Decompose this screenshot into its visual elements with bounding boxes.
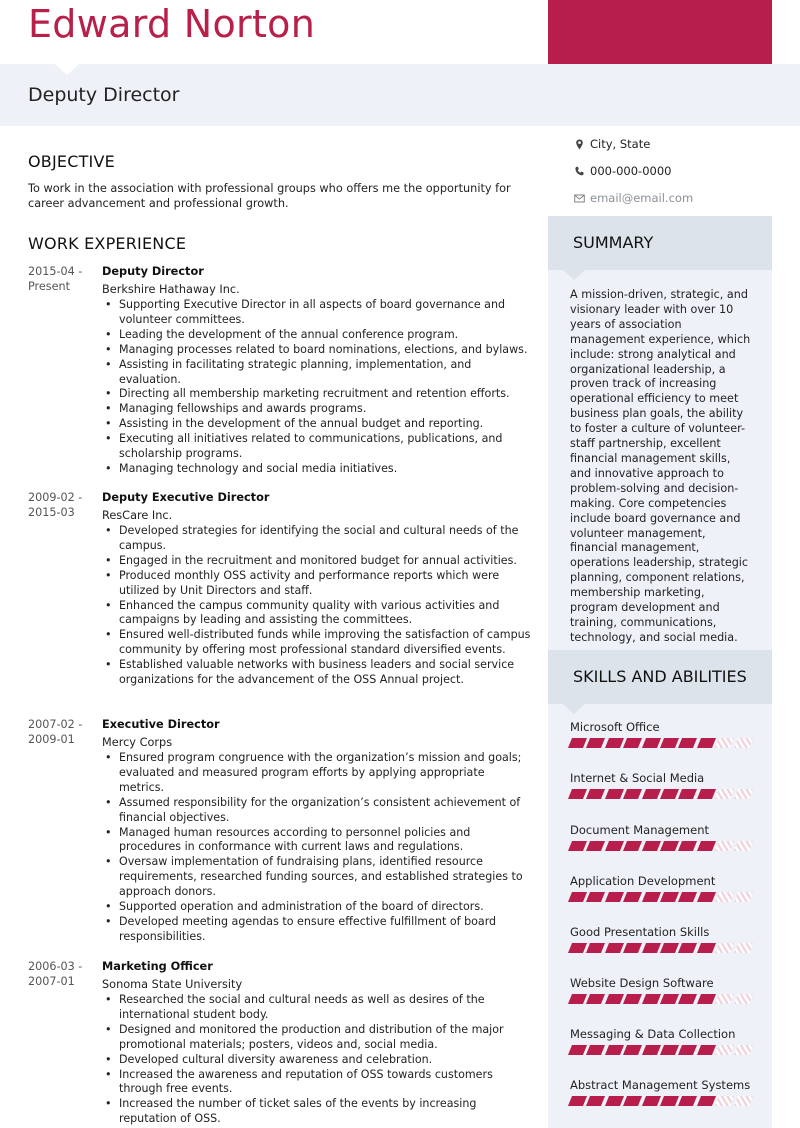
skill-segment-filled (623, 994, 642, 1004)
skills-heading: SKILLS AND ABILITIES (573, 667, 747, 686)
skill-item (570, 823, 754, 851)
skill-segment-filled (586, 1045, 605, 1055)
job-bullet: • Oversaw implementation of fundraising plans, identified resource requirements, researched funding sources, and established strategies to approach donors. (102, 855, 532, 900)
skill-name: Good Presentation Skills (570, 925, 710, 939)
job-details (102, 264, 532, 477)
skill-item (570, 925, 754, 953)
skill-rating-bar (570, 1045, 754, 1055)
skill-segment-filled (660, 1045, 679, 1055)
skill-segment-filled (623, 1096, 642, 1106)
work-experience-heading: WORK EXPERIENCE (28, 234, 187, 253)
skill-segment-empty (715, 892, 734, 902)
job-bullet: • Increased the awareness and reputation of OSS towards customers through free events. (102, 1068, 532, 1098)
skill-name: Document Management (570, 823, 709, 837)
job-bullet: • Engaged in the recruitment and monitored budget for annual activities. (102, 554, 532, 569)
skill-segment-filled (678, 892, 697, 902)
skill-segment-filled (697, 1096, 716, 1106)
skill-rating-bar (570, 841, 754, 851)
location-pin-icon (574, 139, 585, 150)
skill-segment-filled (660, 892, 679, 902)
job-company: Mercy Corps (102, 736, 173, 749)
job-bullet: • Developed meeting agendas to ensure effective fulfillment of board responsibilities. (102, 915, 532, 945)
job-details (102, 959, 532, 1127)
skill-segment-filled (605, 841, 624, 851)
contact-location (574, 137, 650, 151)
job-company: ResCare Inc. (102, 509, 173, 522)
job-bullet: • Supported operation and administration of the board of directors. (102, 900, 532, 915)
job-bullet: • Established valuable networks with business leaders and social service organizations for the advancement of the OSS Annual project. (102, 658, 532, 688)
skill-segment-filled (697, 1045, 716, 1055)
skill-segment-empty (734, 943, 753, 953)
skill-segment-filled (642, 943, 661, 953)
skill-segment-filled (568, 1096, 587, 1106)
job-bullet: • Assumed responsibility for the organization’s consistent achievement of financial objectives. (102, 796, 532, 826)
skill-segment-filled (678, 943, 697, 953)
job-bullet: • Increased the number of ticket sales of the events by increasing reputation of OSS. (102, 1097, 532, 1127)
skill-segment-filled (586, 738, 605, 748)
job-bullets (102, 524, 532, 688)
job-bullet: • Leading the development of the annual conference program. (102, 328, 532, 343)
job-bullet: • Produced monthly OSS activity and performance reports which were utilized by Unit Directors and staff. (102, 569, 532, 599)
skill-segment-filled (697, 738, 716, 748)
contact-email-text[interactable]: email@email.com (590, 191, 694, 205)
job-dates: 2006-03 - 2007-01 (28, 960, 83, 988)
skill-rating-bar (570, 943, 754, 953)
job-details (102, 490, 532, 688)
job-bullets (102, 751, 532, 945)
skills-heading-box (548, 650, 772, 704)
skill-rating-bar (570, 994, 754, 1004)
job-dates: 2007-02 - 2009-01 (28, 718, 83, 746)
skill-segment-filled (605, 789, 624, 799)
skill-rating-bar (570, 789, 754, 799)
skill-segment-filled (642, 892, 661, 902)
job-dates: 2015-04 - Present (28, 265, 83, 293)
skill-segment-filled (660, 841, 679, 851)
skill-segment-empty (734, 789, 753, 799)
skill-segment-filled (642, 994, 661, 1004)
contact-location-text: City, State (590, 137, 651, 151)
skill-segment-filled (586, 994, 605, 1004)
skill-segment-filled (568, 892, 587, 902)
envelope-icon (574, 193, 585, 204)
summary-heading-notch (563, 270, 585, 280)
skill-segment-empty (734, 1096, 753, 1106)
skill-segment-empty (715, 1045, 734, 1055)
skill-name: Application Development (570, 874, 716, 888)
skill-rating-bar (570, 1096, 754, 1106)
skill-segment-filled (568, 943, 587, 953)
skill-segment-filled (697, 841, 716, 851)
skill-segment-empty (734, 1045, 753, 1055)
skill-segment-filled (678, 1045, 697, 1055)
skill-segment-empty (734, 738, 753, 748)
skill-segment-filled (697, 892, 716, 902)
job-bullet: • Assisting in the development of the annual budget and reporting. (102, 417, 532, 432)
job-company: Berkshire Hathaway Inc. (102, 283, 240, 296)
skill-segment-empty (715, 841, 734, 851)
job-bullet: • Developed cultural diversity awareness and celebration. (102, 1053, 532, 1068)
skill-segment-filled (586, 841, 605, 851)
skill-item (570, 976, 754, 1004)
skill-segment-empty (715, 943, 734, 953)
skill-name: Website Design Software (570, 976, 714, 990)
skill-segment-filled (660, 943, 679, 953)
skill-segment-filled (605, 1045, 624, 1055)
skill-segment-filled (697, 789, 716, 799)
job-dates: 2009-02 - 2015-03 (28, 491, 83, 519)
contact-phone (574, 164, 671, 178)
skill-segment-filled (568, 1045, 587, 1055)
skill-segment-filled (586, 892, 605, 902)
skill-segment-filled (568, 738, 587, 748)
skill-segment-filled (623, 1045, 642, 1055)
skill-segment-filled (660, 994, 679, 1004)
skill-segment-filled (660, 789, 679, 799)
skill-segment-filled (605, 738, 624, 748)
skill-segment-empty (715, 738, 734, 748)
job-bullets (102, 993, 532, 1127)
job-bullets (102, 298, 532, 477)
skill-item (570, 1078, 754, 1106)
skill-item (570, 771, 754, 799)
skill-segment-filled (697, 943, 716, 953)
skill-segment-filled (623, 789, 642, 799)
job-bullet: • Researched the social and cultural needs as well as desires of the international student body. (102, 993, 532, 1023)
skill-segment-filled (623, 892, 642, 902)
skill-name: Abstract Management Systems (570, 1078, 751, 1092)
job-company: Sonoma State University (102, 978, 243, 991)
job-bullet: • Assisting in facilitating strategic planning, implementation, and evaluation. (102, 358, 532, 388)
skill-segment-filled (605, 892, 624, 902)
skill-segment-empty (734, 994, 753, 1004)
job-bullet: • Directing all membership marketing recruitment and retention efforts. (102, 387, 532, 402)
skill-segment-filled (678, 789, 697, 799)
skill-name: Microsoft Office (570, 720, 660, 734)
job-bullet: • Designed and monitored the production and distribution of the major promotional materials; posters, videos and, social media. (102, 1023, 532, 1053)
skill-item (570, 874, 754, 902)
skill-segment-filled (623, 841, 642, 851)
skill-segment-filled (697, 994, 716, 1004)
job-role: Deputy Executive Director (102, 491, 270, 504)
skill-segment-filled (678, 738, 697, 748)
objective-heading: OBJECTIVE (28, 152, 115, 171)
skill-segment-filled (678, 841, 697, 851)
skill-segment-empty (715, 1096, 734, 1106)
skill-segment-filled (586, 1096, 605, 1106)
summary-heading: SUMMARY (573, 233, 654, 252)
skill-item (570, 1027, 754, 1055)
skill-segment-filled (642, 841, 661, 851)
skill-segment-empty (734, 892, 753, 902)
skill-segment-filled (568, 841, 587, 851)
candidate-name: Edward Norton (28, 2, 316, 46)
skill-segment-filled (660, 738, 679, 748)
objective-text: To work in the association with professional groups who offers me the opportunity for career advancement and professional growth. (28, 182, 511, 210)
job-bullet: • Managed human resources according to personnel policies and procedures in conformance with current laws and regulations. (102, 826, 532, 856)
skill-segment-empty (715, 994, 734, 1004)
skill-rating-bar (570, 738, 754, 748)
phone-icon (574, 166, 585, 177)
job-role: Marketing Officer (102, 960, 213, 973)
skill-segment-empty (715, 789, 734, 799)
job-role: Executive Director (102, 718, 220, 731)
skill-segment-filled (568, 789, 587, 799)
job-details (102, 717, 532, 945)
skill-segment-filled (586, 789, 605, 799)
job-bullet: • Developed strategies for identifying the social and cultural needs of the campus. (102, 524, 532, 554)
job-bullet: • Managing processes related to board nominations, elections, and bylaws. (102, 343, 532, 358)
skill-segment-filled (642, 1096, 661, 1106)
skill-segment-filled (678, 1096, 697, 1106)
skill-segment-filled (605, 943, 624, 953)
skill-name: Messaging & Data Collection (570, 1027, 736, 1041)
skill-segment-filled (642, 1045, 661, 1055)
title-notch (55, 64, 79, 75)
job-bullet: • Supporting Executive Director in all aspects of board governance and volunteer committees. (102, 298, 532, 328)
skill-segment-filled (623, 738, 642, 748)
job-role: Deputy Director (102, 265, 204, 278)
skill-name: Internet & Social Media (570, 771, 705, 785)
skill-segment-filled (642, 738, 661, 748)
skill-segment-filled (642, 789, 661, 799)
skill-segment-filled (586, 943, 605, 953)
contact-email[interactable] (574, 191, 693, 205)
job-bullet: • Managing technology and social media initiatives. (102, 462, 532, 477)
summary-text: A mission-driven, strategic, and visionary leader with over 10 years of association management experience, which include: strong analytical and organizational leadership, a proven track of increasing operational efficiency to meet business plan goals, the ability to foster a culture of volunteer-staff partnership, excellent financial management skills, and innovative approach to problem-solving and decision-making. Core competencies include board governance and volunteer management, financial management, operations leadership, strategic planning, component relations, membership marketing, program development and training, communications, technology, and social media. (570, 288, 751, 644)
skill-segment-filled (660, 1096, 679, 1106)
skill-segment-filled (623, 943, 642, 953)
skill-item (570, 720, 754, 748)
summary-heading-box (548, 216, 772, 270)
skill-segment-filled (678, 994, 697, 1004)
job-bullet: • Managing fellowships and awards programs. (102, 402, 532, 417)
job-bullet: • Executing all initiatives related to communications, publications, and scholarship programs. (102, 432, 532, 462)
job-title: Deputy Director (28, 84, 180, 106)
skill-segment-filled (568, 994, 587, 1004)
skills-heading-notch (563, 704, 585, 714)
skill-segment-empty (734, 841, 753, 851)
skill-segment-filled (605, 994, 624, 1004)
skill-rating-bar (570, 892, 754, 902)
header-accent-block (548, 0, 772, 64)
contact-phone-text: 000-000-0000 (590, 164, 672, 178)
skill-segment-filled (605, 1096, 624, 1106)
job-bullet: • Ensured well-distributed funds while improving the satisfaction of campus community by offering most professional standard diversified events. (102, 628, 532, 658)
job-bullet: • Ensured program congruence with the organization’s mission and goals; evaluated and measured program efforts by applying appropriate metrics. (102, 751, 532, 796)
job-bullet: • Enhanced the campus community quality with various activities and campaigns by leading and assisting the committees. (102, 599, 532, 629)
